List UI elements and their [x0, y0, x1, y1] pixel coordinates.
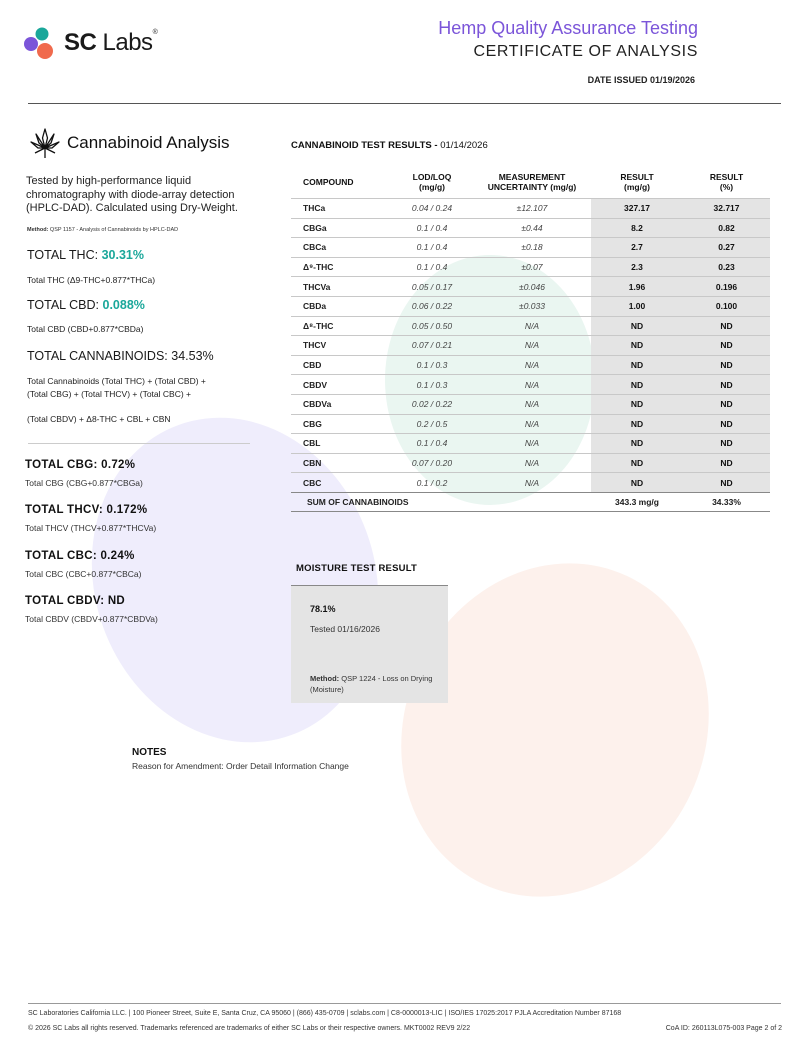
total-cbc: TOTAL CBC: 0.24%	[25, 550, 135, 562]
result-pct-cell: 0.27	[683, 238, 770, 258]
table-row	[291, 414, 770, 434]
total-thcv: TOTAL THCV: 0.172%	[25, 504, 148, 516]
uncertainty-cell: N/A	[473, 375, 591, 395]
compound-cell: THCa	[291, 199, 391, 219]
sum-label: SUM OF CANNABINOIDS	[291, 492, 591, 511]
result-mg-cell: 8.2	[591, 218, 683, 238]
test-results-title: CANNABINOID TEST RESULTS - 01/14/2026	[291, 140, 488, 151]
uncertainty-cell: N/A	[473, 355, 591, 375]
uncertainty-cell: N/A	[473, 414, 591, 434]
total-cbg: TOTAL CBG: 0.72%	[25, 459, 136, 471]
lod-loq-cell: 0.1 / 0.4	[391, 238, 473, 258]
table-row	[291, 336, 770, 356]
result-mg-cell: 2.3	[591, 257, 683, 277]
uncertainty-cell: N/A	[473, 336, 591, 356]
result-mg-cell: ND	[591, 453, 683, 473]
total-thcv-formula: Total THCV (THCV+0.877*THCVa)	[25, 523, 157, 533]
notes-title: NOTES	[132, 747, 167, 758]
compound-cell: CBDV	[291, 375, 391, 395]
total-cannabinoids: TOTAL CANNABINOIDS: 34.53%	[27, 349, 214, 363]
result-pct-cell: ND	[683, 375, 770, 395]
lod-loq-cell: 0.1 / 0.4	[391, 218, 473, 238]
total-cbg-formula: Total CBG (CBG+0.877*CBGa)	[25, 478, 143, 488]
total-cannabinoids-formula: Total Cannabinoids (Total THC) + (Total CBD) + (Total CBG) + (Total THCV) + (Total CBC) + (Total CBDV) + Δ8-THC + CBL + CBN	[27, 376, 206, 424]
lod-loq-cell: 0.06 / 0.22	[391, 296, 473, 316]
lod-loq-cell: 0.05 / 0.17	[391, 277, 473, 297]
compound-cell: CBGa	[291, 218, 391, 238]
compound-cell: CBD	[291, 355, 391, 375]
moisture-method: Method: QSP 1224 - Loss on Drying (Moisture)	[310, 674, 433, 694]
table-row	[291, 473, 770, 493]
uncertainty-cell: N/A	[473, 394, 591, 414]
lod-loq-cell: 0.02 / 0.22	[391, 394, 473, 414]
moisture-title: MOISTURE TEST RESULT	[296, 563, 417, 574]
sum-row	[291, 492, 770, 511]
sc-labs-logo-icon	[22, 24, 60, 62]
cannabinoid-results-table	[291, 166, 770, 512]
lod-loq-cell: 0.07 / 0.20	[391, 453, 473, 473]
uncertainty-cell: ±0.033	[473, 296, 591, 316]
result-mg-cell: ND	[591, 473, 683, 493]
result-mg-cell: ND	[591, 375, 683, 395]
table-row	[291, 434, 770, 454]
cannabinoid-analysis-heading	[29, 126, 230, 160]
cannabis-leaf-icon	[29, 126, 61, 160]
lod-loq-cell: 0.04 / 0.24	[391, 199, 473, 219]
compound-cell: THCV	[291, 336, 391, 356]
lod-loq-cell: 0.1 / 0.3	[391, 375, 473, 395]
table-row	[291, 277, 770, 297]
result-mg-cell: ND	[591, 394, 683, 414]
moisture-value: 78.1%	[310, 604, 336, 614]
col-header: RESULT (%)	[709, 172, 744, 192]
total-cbdv-formula: Total CBDV (CBDV+0.877*CBDVa)	[25, 614, 158, 624]
uncertainty-cell: ±0.07	[473, 257, 591, 277]
uncertainty-cell: ±0.18	[473, 238, 591, 258]
footer-coa-id: CoA ID: 260113L075-003 Page 2 of 2	[665, 1025, 782, 1032]
table-row	[291, 238, 770, 258]
total-thc-formula: Total THC (Δ9-THC+0.877*THCa)	[27, 275, 156, 285]
compound-cell: CBDa	[291, 296, 391, 316]
table-row	[291, 355, 770, 375]
sum-pct: 34.33%	[683, 492, 770, 511]
notes-text: Reason for Amendment: Order Detail Information Change	[132, 761, 349, 771]
result-mg-cell: 327.17	[591, 199, 683, 219]
result-mg-cell: ND	[591, 434, 683, 454]
result-mg-cell: 2.7	[591, 238, 683, 258]
total-cbc-formula: Total CBC (CBC+0.877*CBCa)	[25, 569, 142, 579]
result-mg-cell: 1.00	[591, 296, 683, 316]
result-mg-cell: 1.96	[591, 277, 683, 297]
result-pct-cell: ND	[683, 414, 770, 434]
left-divider	[28, 443, 250, 444]
result-pct-cell: ND	[683, 336, 770, 356]
result-mg-cell: ND	[591, 316, 683, 336]
lod-loq-cell: 0.05 / 0.50	[391, 316, 473, 336]
result-pct-cell: ND	[683, 434, 770, 454]
footer-copyright: © 2026 SC Labs all rights reserved. Trademarks referenced are trademarks of either SC Labs or their respective owners. MKT0002 REV9 2/22	[28, 1025, 471, 1032]
uncertainty-cell: N/A	[473, 453, 591, 473]
moisture-tested-date: Tested 01/16/2026	[310, 624, 380, 634]
result-mg-cell: ND	[591, 355, 683, 375]
table-row	[291, 218, 770, 238]
result-pct-cell: 32.717	[683, 199, 770, 219]
table-row	[291, 199, 770, 219]
report-title: Hemp Quality Assurance Testing	[438, 18, 698, 38]
lod-loq-cell: 0.07 / 0.21	[391, 336, 473, 356]
table-row	[291, 257, 770, 277]
table-row	[291, 394, 770, 414]
compound-cell: CBL	[291, 434, 391, 454]
analysis-method: Method: QSP 1157 - Analysis of Cannabinoids by HPLC-DAD	[27, 227, 179, 233]
col-header: RESULT (mg/g)	[620, 172, 654, 192]
lod-loq-cell: 0.1 / 0.2	[391, 473, 473, 493]
result-pct-cell: 0.196	[683, 277, 770, 297]
result-pct-cell: ND	[683, 453, 770, 473]
header-divider	[28, 103, 781, 104]
total-thc: TOTAL THC: 30.31%	[27, 248, 144, 262]
uncertainty-cell: N/A	[473, 434, 591, 454]
col-header: COMPOUND	[303, 177, 354, 187]
lod-loq-cell: 0.1 / 0.4	[391, 434, 473, 454]
sc-labs-logo	[22, 24, 157, 62]
uncertainty-cell: ±12.107	[473, 199, 591, 219]
col-header: LOD/LOQ (mg/g)	[412, 172, 452, 192]
compound-cell: CBDVa	[291, 394, 391, 414]
result-pct-cell: ND	[683, 394, 770, 414]
result-pct-cell: 0.23	[683, 257, 770, 277]
table-header-row	[291, 166, 770, 199]
total-cbdv: TOTAL CBDV: ND	[25, 595, 126, 607]
compound-cell: CBCa	[291, 238, 391, 258]
result-pct-cell: 0.100	[683, 296, 770, 316]
result-pct-cell: ND	[683, 473, 770, 493]
uncertainty-cell: ±0.046	[473, 277, 591, 297]
lod-loq-cell: 0.1 / 0.3	[391, 355, 473, 375]
table-row	[291, 316, 770, 336]
lod-loq-cell: 0.2 / 0.5	[391, 414, 473, 434]
footer-divider	[28, 1003, 781, 1004]
table-row	[291, 296, 770, 316]
compound-cell: Δ⁹-THC	[291, 257, 391, 277]
section-title: Cannabinoid Analysis	[67, 133, 230, 152]
compound-cell: CBC	[291, 473, 391, 493]
col-header: MEASUREMENT UNCERTAINTY (mg/g)	[487, 172, 577, 192]
compound-cell: Δ⁸-THC	[291, 316, 391, 336]
result-pct-cell: ND	[683, 316, 770, 336]
table-row	[291, 453, 770, 473]
date-issued: DATE ISSUED 01/19/2026	[587, 75, 695, 85]
compound-cell: CBG	[291, 414, 391, 434]
compound-cell: CBN	[291, 453, 391, 473]
total-cbd: TOTAL CBD: 0.088%	[27, 298, 145, 312]
compound-cell: THCVa	[291, 277, 391, 297]
uncertainty-cell: N/A	[473, 473, 591, 493]
analysis-description: Tested by high-performance liquid chromatography with diode-array detection (HPLC-DAD). Calculated using Dry-Weight.	[26, 175, 238, 214]
uncertainty-cell: N/A	[473, 316, 591, 336]
table-row	[291, 375, 770, 395]
uncertainty-cell: ±0.44	[473, 218, 591, 238]
lod-loq-cell: 0.1 / 0.4	[391, 257, 473, 277]
brand-name: SC Labs®	[64, 29, 158, 56]
result-pct-cell: ND	[683, 355, 770, 375]
total-cbd-formula: Total CBD (CBD+0.877*CBDa)	[27, 324, 144, 334]
result-mg-cell: ND	[591, 336, 683, 356]
footer-address: SC Laboratories California LLC. | 100 Pioneer Street, Suite E, Santa Cruz, CA 95060 | (866) 435-0709 | sclabs.com | C8-0000013-LIC | ISO/IES 17025:2017 PJLA Accreditation Number 87168	[28, 1010, 622, 1017]
report-subtitle: CERTIFICATE OF ANALYSIS	[473, 43, 698, 60]
result-pct-cell: 0.82	[683, 218, 770, 238]
sum-mg: 343.3 mg/g	[591, 492, 683, 511]
result-mg-cell: ND	[591, 414, 683, 434]
